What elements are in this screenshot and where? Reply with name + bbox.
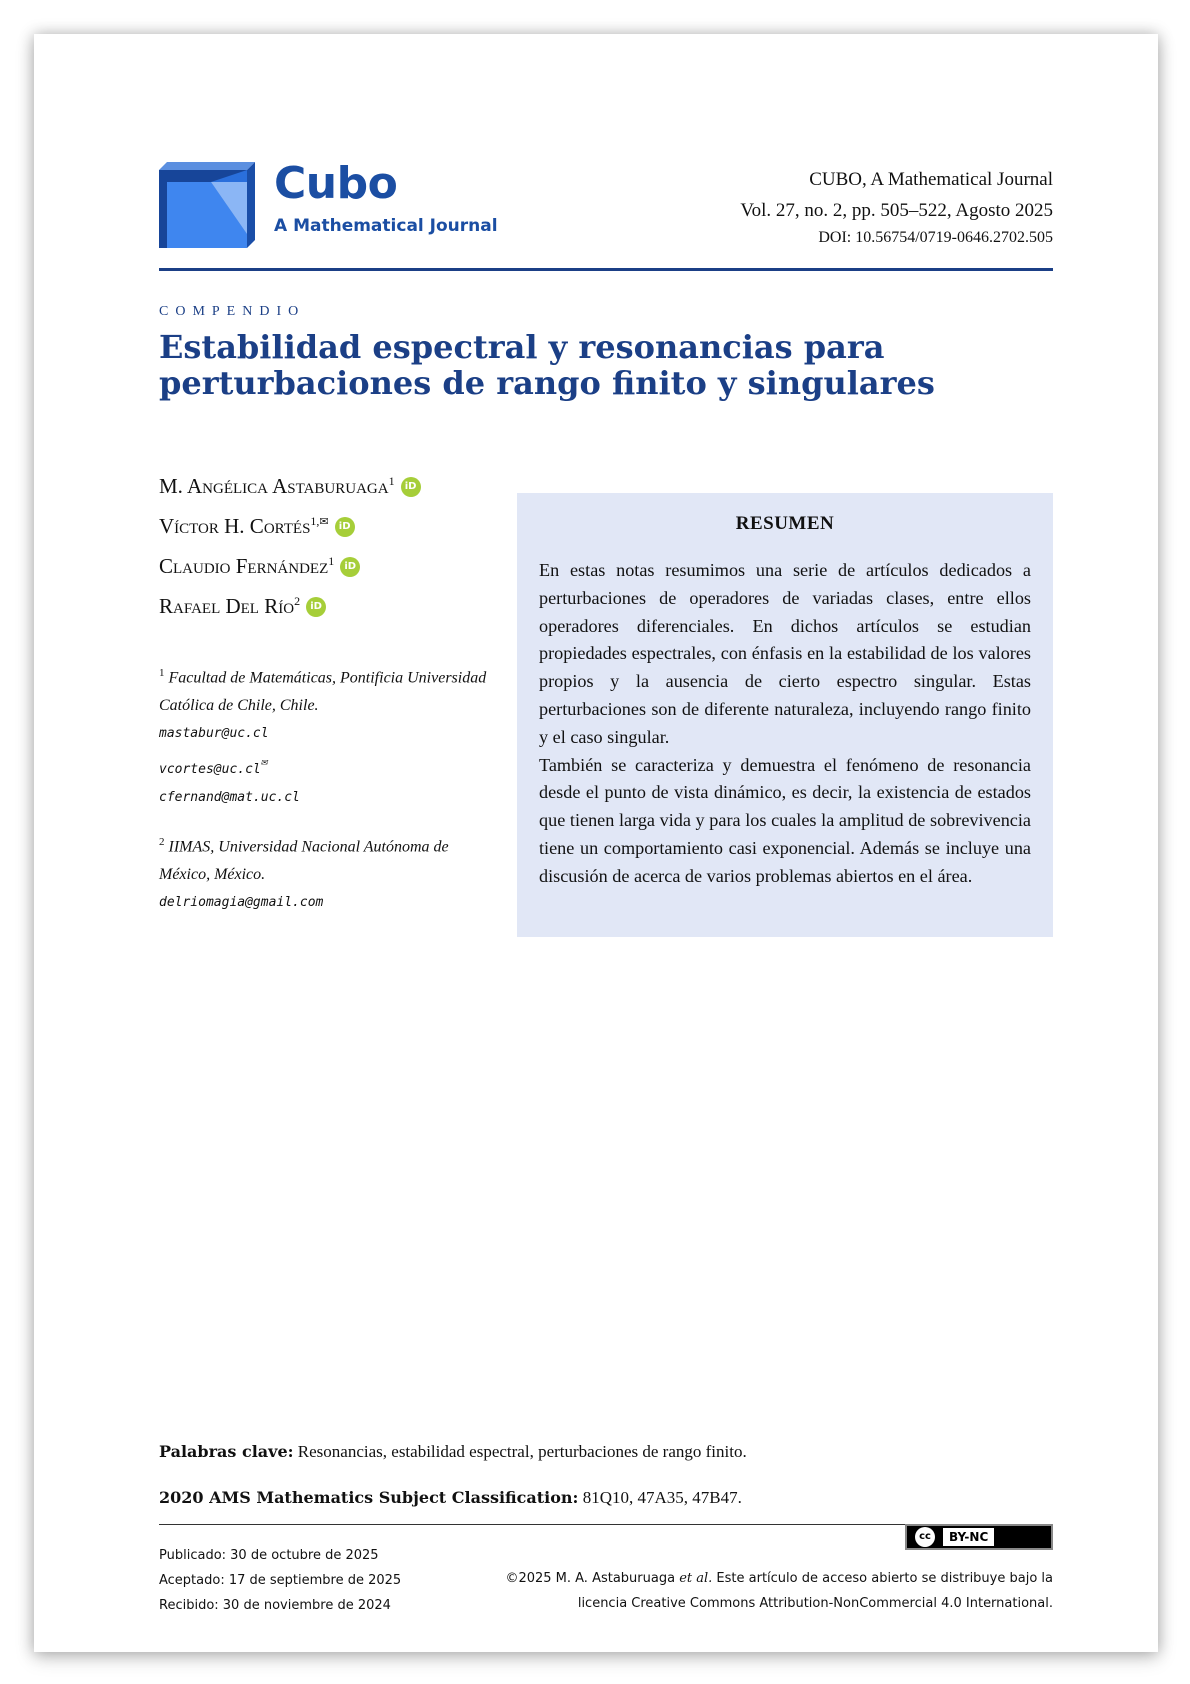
copyright-prefix: ©2025 M. A. Astaburuaga — [505, 1571, 680, 1586]
received-date: Recibido: 30 de noviembre de 2024 — [159, 1598, 391, 1613]
author — [159, 584, 499, 624]
author-name: Rafael Del Río — [159, 594, 295, 618]
keywords — [159, 1442, 1053, 1462]
article-dates — [159, 1543, 401, 1618]
author-name: M. Angélica Astaburuaga — [159, 474, 389, 498]
abstract-heading: RESUMEN — [735, 513, 835, 534]
author-affiliation-mark: 1 — [388, 474, 395, 488]
journal-name: CUBO, A Mathematical Journal — [809, 169, 1053, 190]
orcid-icon[interactable]: iD — [306, 597, 326, 617]
email-link[interactable]: delriomagia@gmail.com — [159, 895, 324, 911]
license-line1: Este artículo de acceso abierto se distribuye bajo la — [712, 1571, 1053, 1586]
msc-label: 2020 AMS Mathematics Subject Classification: — [159, 1488, 579, 1507]
logo-subtitle: A Mathematical Journal — [274, 216, 498, 236]
keywords-text: Resonancias, estabilidad espectral, perturbaciones de rango finito. — [297, 1442, 747, 1461]
author — [159, 464, 499, 504]
author-affiliation-mark: 1 — [328, 554, 335, 568]
journal-doi[interactable]: DOI: 10.56754/0719-0646.2702.505 — [818, 229, 1053, 246]
affiliation-number: 1 — [159, 667, 165, 679]
affiliation-2 — [159, 828, 499, 917]
license-text — [493, 1566, 1053, 1616]
msc-text: 81Q10, 47A35, 47B47. — [582, 1488, 742, 1507]
abstract-box — [517, 493, 1053, 937]
abstract-paragraph: En estas notas resumimos una serie de artículos dedicados a perturbaciones de operadores de variadas clases, entre ellos operadores diferenciales. En dichos artículos se estudian propiedades espectrales, con énfasis en la estabilidad de los valores propios y la ausencia de cierto espectro singular. Estas perturbaciones son de diferente naturaleza, incluyendo rango finito y el caso singular. — [539, 560, 1031, 747]
envelope-icon: ✉ — [260, 755, 268, 769]
paper-page — [34, 34, 1158, 1652]
abstract-paragraph: También se caracteriza y demuestra el fenómeno de resonancia desde el punto de vista dinámico, es decir, la existencia de estados que tienen larga vida y para los cuales la amplitud de sobrevivencia tiene un comportamiento casi exponencial. Además se incluye una discusión de acerca de varios problemas abiertos en el área. — [539, 754, 1031, 886]
article-kind: COMPENDIO — [159, 304, 306, 319]
author — [159, 544, 499, 584]
author-list — [159, 464, 499, 624]
email-link[interactable]: mastabur@uc.cl — [159, 726, 269, 742]
email-link[interactable]: vcortes@uc.cl — [159, 762, 261, 778]
header-rule — [159, 268, 1053, 271]
article-title: Estabilidad espectral y resonancias para perturbaciones de rango finito y singulares — [159, 328, 935, 402]
affiliation-text: Facultad de Matemáticas, Pontificia Universidad Católica de Chile, Chile. — [159, 669, 487, 715]
author-affiliation-mark: 2 — [294, 594, 301, 608]
cc-license-badge[interactable] — [905, 1524, 1053, 1550]
license-line2: licencia Creative Commons Attribution-NonCommercial 4.0 International. — [577, 1596, 1053, 1611]
orcid-icon[interactable]: iD — [401, 477, 421, 497]
envelope-icon: ✉ — [319, 516, 329, 528]
orcid-icon[interactable]: iD — [335, 517, 355, 537]
et-al: et al. — [679, 1571, 713, 1586]
journal-logo — [159, 158, 519, 258]
affiliation-1 — [159, 659, 499, 812]
author-affiliation-mark: 1, — [310, 514, 320, 528]
msc-classification — [159, 1488, 1053, 1508]
email-link[interactable]: cfernand@mat.uc.cl — [159, 790, 300, 806]
journal-volume: Vol. 27, no. 2, pp. 505–522, Agosto 2025 — [740, 200, 1053, 221]
author-name: Víctor H. Cortés — [159, 514, 311, 538]
keywords-label: Palabras clave: — [159, 1442, 294, 1461]
affiliation-text: IIMAS, Universidad Nacional Autónoma de México, México. — [159, 838, 449, 884]
logo-title: Cubo — [274, 158, 398, 209]
journal-info — [740, 164, 1053, 250]
author-name: Claudio Fernández — [159, 554, 329, 578]
published-date: Publicado: 30 de octubre de 2025 — [159, 1548, 379, 1563]
affiliation-number: 2 — [159, 836, 165, 848]
accepted-date: Aceptado: 17 de septiembre de 2025 — [159, 1573, 402, 1588]
cc-icon: cc — [915, 1527, 935, 1547]
author — [159, 504, 499, 544]
page-content — [159, 34, 1053, 1652]
cube-logo-icon — [159, 162, 259, 252]
orcid-icon[interactable]: iD — [340, 557, 360, 577]
cc-badge-label: BY-NC — [943, 1528, 994, 1546]
